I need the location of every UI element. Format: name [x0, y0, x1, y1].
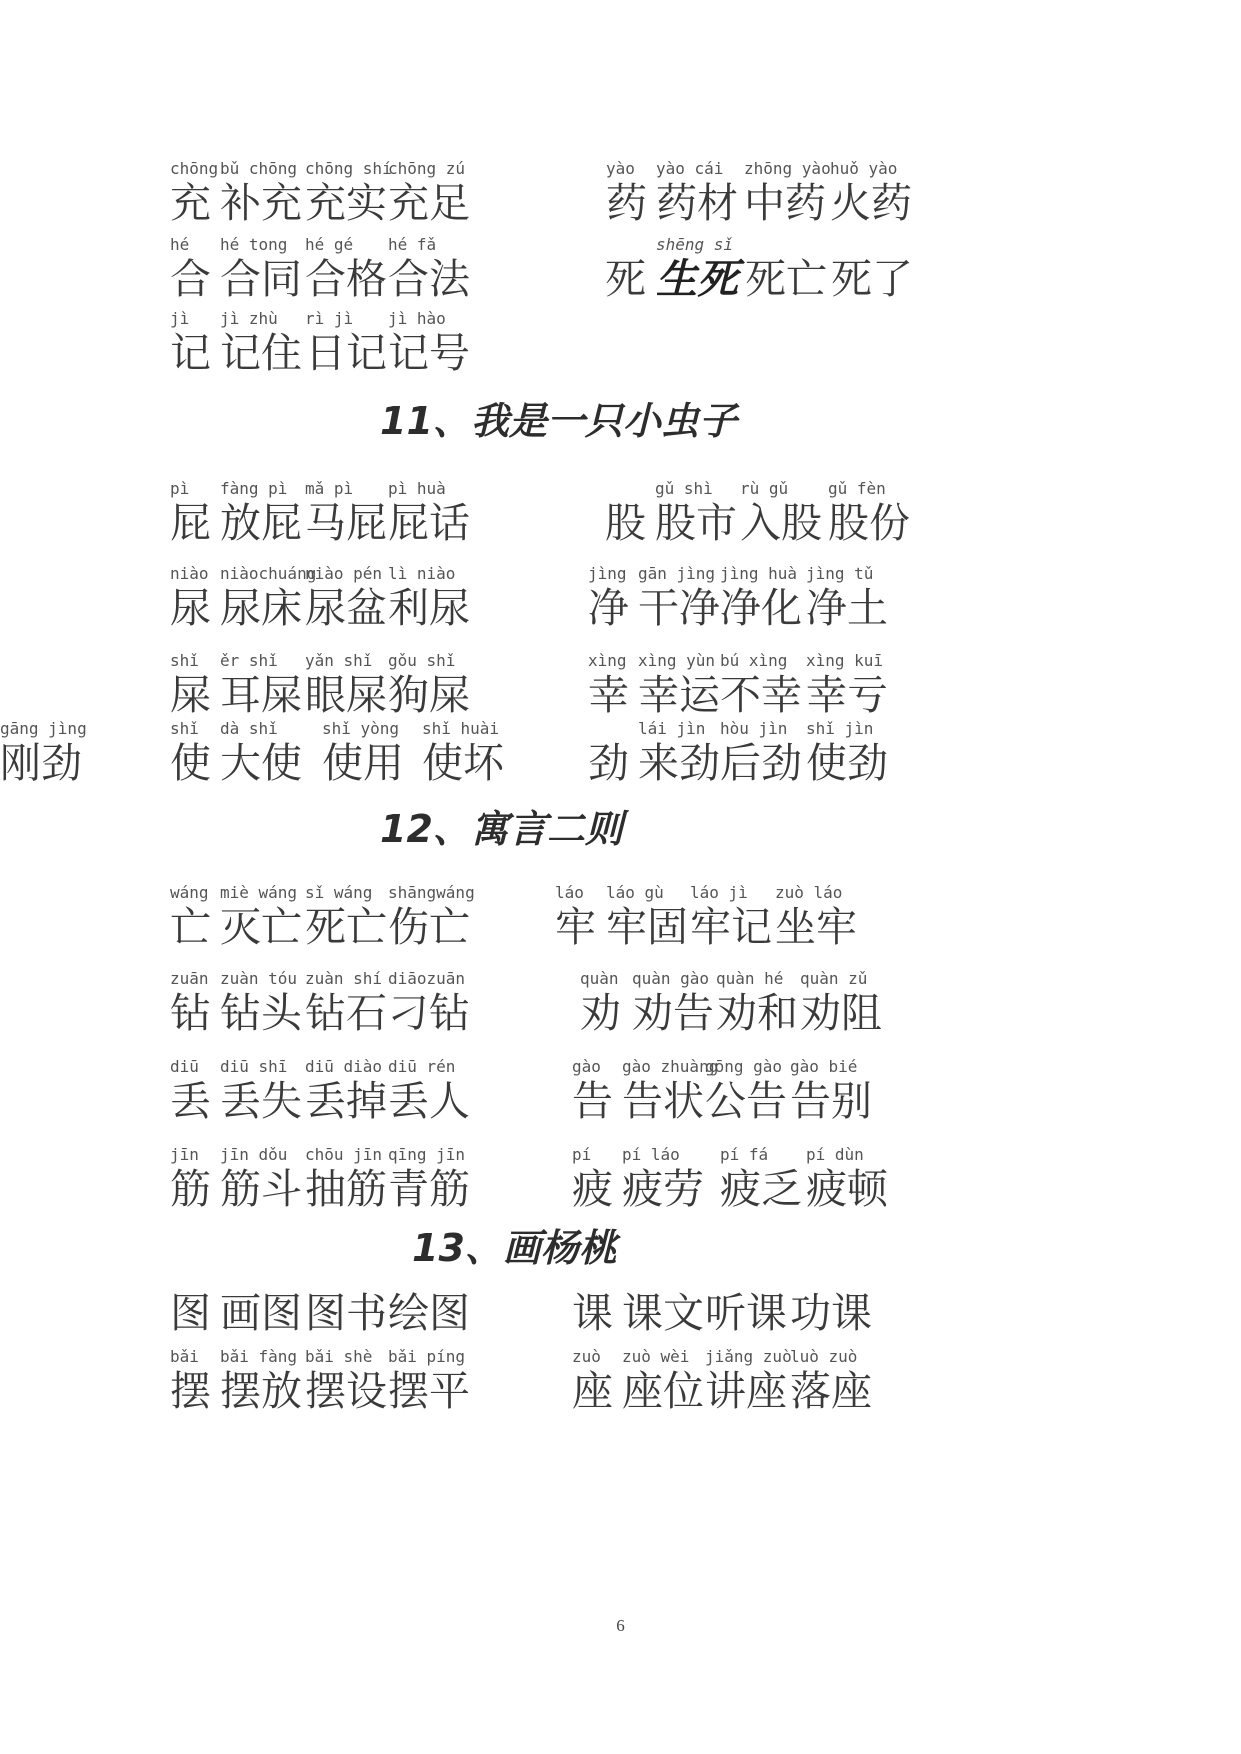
pinyin: zuò wèi	[622, 1347, 690, 1366]
pinyin: gōng gào	[705, 1057, 783, 1076]
pinyin: pì	[170, 479, 190, 498]
hanzi: 筋	[170, 1165, 211, 1213]
pinyin: hé	[170, 235, 190, 254]
hanzi: 摆设	[305, 1367, 387, 1415]
hanzi: 画图	[220, 1289, 302, 1337]
pinyin: rù gǔ	[740, 479, 789, 498]
pinyin: lì niào	[388, 564, 456, 583]
hanzi: 耳屎	[220, 671, 302, 719]
pinyin: pí fá	[720, 1145, 769, 1164]
pinyin: yǎn shǐ	[305, 651, 373, 670]
pinyin: diū shī	[220, 1057, 288, 1076]
hanzi: 使用	[322, 739, 404, 787]
hanzi: 眼屎	[305, 671, 387, 719]
pinyin: shǐ yòng	[322, 719, 400, 738]
pinyin: hé gé	[305, 235, 354, 254]
hanzi: 不幸	[720, 671, 802, 719]
hanzi: 使劲	[806, 739, 888, 787]
hanzi: 牢	[555, 903, 596, 951]
pinyin: gào bié	[790, 1057, 858, 1076]
pinyin: miè wáng	[220, 883, 298, 902]
pinyin: pí dùn	[806, 1145, 864, 1164]
pinyin: diū diào	[305, 1057, 383, 1076]
hanzi: 尿床	[220, 584, 302, 632]
pinyin: sǐ wáng	[305, 883, 373, 902]
pinyin: jì hào	[388, 309, 446, 328]
hanzi: 股	[605, 499, 646, 547]
pinyin: jìng huà	[720, 564, 798, 583]
hanzi: 尿盆	[305, 584, 387, 632]
pinyin: zhōng yào	[744, 159, 831, 178]
hanzi: 丢	[170, 1077, 211, 1125]
hanzi: 摆平	[388, 1367, 470, 1415]
pinyin: jiǎng zuò	[705, 1347, 792, 1366]
pinyin: zuàn shí	[305, 969, 383, 988]
pinyin: jì	[170, 309, 190, 328]
hanzi: 屁	[170, 499, 211, 547]
pinyin: jīn dǒu	[220, 1145, 288, 1164]
hanzi: 告状	[622, 1077, 704, 1125]
hanzi: 图书	[305, 1289, 387, 1337]
hanzi: 刚劲	[0, 739, 82, 787]
hanzi: 亡	[170, 903, 211, 951]
page-number: 6	[616, 1616, 625, 1635]
pinyin: jì zhù	[220, 309, 278, 328]
hanzi: 摆放	[220, 1367, 302, 1415]
hanzi: 告别	[790, 1077, 872, 1125]
pinyin: yào cái	[656, 159, 724, 178]
pinyin: lái jìn	[638, 719, 706, 738]
pinyin: quàn hé	[716, 969, 784, 988]
hanzi: 死亡	[305, 903, 387, 951]
hanzi: 劝告	[632, 989, 714, 1037]
pinyin: diāozuān	[388, 969, 466, 988]
hanzi: 净	[588, 584, 629, 632]
pinyin: dà shǐ	[220, 719, 278, 738]
hanzi: 利尿	[388, 584, 470, 632]
pinyin: mǎ pì	[305, 479, 354, 498]
hanzi: 课	[572, 1289, 613, 1337]
pinyin: láo gù	[606, 883, 664, 902]
pinyin: jìng tǔ	[806, 564, 874, 583]
hanzi: 记	[170, 329, 211, 377]
hanzi: 屎	[170, 671, 211, 719]
pinyin: láo	[555, 883, 584, 902]
hanzi: 充	[170, 179, 211, 227]
hanzi: 劲	[588, 739, 629, 787]
hanzi: 记住	[220, 329, 302, 377]
hanzi: 药	[606, 179, 647, 227]
hanzi: 讲座	[705, 1367, 787, 1415]
hanzi: 净土	[806, 584, 888, 632]
pinyin: luò zuò	[790, 1347, 858, 1366]
pinyin: pì huà	[388, 479, 446, 498]
hanzi: 钻头	[220, 989, 302, 1037]
hanzi: 日记	[305, 329, 387, 377]
hanzi: 使	[170, 739, 211, 787]
hanzi: 生死	[656, 255, 738, 303]
pinyin: shǐ huài	[422, 719, 500, 738]
hanzi: 疲顿	[806, 1165, 888, 1213]
hanzi: 死	[605, 255, 646, 303]
hanzi: 坐牢	[775, 903, 857, 951]
hanzi: 听课	[705, 1289, 787, 1337]
hanzi: 公告	[705, 1077, 787, 1125]
hanzi: 充足	[388, 179, 470, 227]
lesson-title: 13、画杨桃	[412, 1226, 617, 1270]
hanzi: 劝和	[716, 989, 798, 1037]
pinyin: gāng jìng	[0, 719, 87, 738]
pinyin: quàn zǔ	[800, 969, 868, 988]
hanzi: 疲劳	[622, 1165, 704, 1213]
hanzi: 丢掉	[305, 1077, 387, 1125]
hanzi: 药材	[656, 179, 738, 227]
pinyin: niào	[170, 564, 209, 583]
pinyin: chōu jīn	[305, 1145, 383, 1164]
hanzi: 劝	[580, 989, 621, 1037]
hanzi: 座位	[622, 1367, 704, 1415]
pinyin: shǐ jìn	[806, 719, 874, 738]
hanzi: 座	[572, 1367, 613, 1415]
hanzi: 放屁	[220, 499, 302, 547]
pinyin: zuò	[572, 1347, 601, 1366]
pinyin: shǐ	[170, 719, 199, 738]
hanzi: 死了	[831, 255, 913, 303]
pinyin: diū	[170, 1057, 199, 1076]
pinyin: yào	[606, 159, 635, 178]
hanzi: 刁钻	[388, 989, 470, 1037]
hanzi: 记号	[388, 329, 470, 377]
hanzi: 钻石	[305, 989, 387, 1037]
hanzi: 伤亡	[388, 903, 470, 951]
pinyin: jīn	[170, 1145, 199, 1164]
pinyin: shǐ	[170, 651, 199, 670]
pinyin: wáng	[170, 883, 209, 902]
hanzi: 入股	[740, 499, 822, 547]
hanzi: 充实	[305, 179, 387, 227]
pinyin: xìng yùn	[638, 651, 716, 670]
hanzi: 功课	[790, 1289, 872, 1337]
hanzi: 筋斗	[220, 1165, 302, 1213]
pinyin: bǎi fàng	[220, 1347, 298, 1366]
hanzi: 灭亡	[220, 903, 302, 951]
pinyin: gào	[572, 1057, 601, 1076]
pinyin: bǔ chōng	[220, 159, 298, 178]
hanzi: 干净	[638, 584, 720, 632]
hanzi: 大使	[220, 739, 302, 787]
pinyin: hé fǎ	[388, 235, 437, 254]
pinyin: gǔ shì	[655, 479, 713, 498]
pinyin: ěr shǐ	[220, 651, 278, 670]
pinyin: qīng jīn	[388, 1145, 466, 1164]
hanzi: 课文	[622, 1289, 704, 1337]
hanzi: 合法	[388, 255, 470, 303]
pinyin: jìng	[588, 564, 627, 583]
pinyin: quàn	[580, 969, 619, 988]
pinyin: hòu jìn	[720, 719, 788, 738]
pinyin: niàochuáng	[220, 564, 317, 583]
pinyin: bǎi shè	[305, 1347, 373, 1366]
hanzi: 来劲	[638, 739, 720, 787]
hanzi: 幸运	[638, 671, 720, 719]
lesson-title: 11、我是一只小虫子	[380, 399, 737, 443]
hanzi: 告	[572, 1077, 613, 1125]
pinyin: rì jì	[305, 309, 354, 328]
hanzi: 股份	[828, 499, 910, 547]
hanzi: 狗屎	[388, 671, 470, 719]
hanzi: 疲乏	[720, 1165, 802, 1213]
hanzi: 劝阻	[800, 989, 882, 1037]
hanzi: 合同	[220, 255, 302, 303]
pinyin: zuān	[170, 969, 209, 988]
pinyin: xìng	[588, 651, 627, 670]
hanzi: 抽筋	[305, 1165, 387, 1213]
hanzi: 摆	[170, 1367, 211, 1415]
hanzi: 牢固	[606, 903, 688, 951]
hanzi: 丢人	[388, 1077, 470, 1125]
hanzi: 使坏	[422, 739, 504, 787]
hanzi: 钻	[170, 989, 211, 1037]
pinyin: pí láo	[622, 1145, 680, 1164]
hanzi: 死亡	[745, 255, 827, 303]
pinyin: gān jìng	[638, 564, 716, 583]
pinyin: chōng zú	[388, 159, 466, 178]
pinyin: gǔ fèn	[828, 479, 886, 498]
hanzi: 股市	[655, 499, 737, 547]
hanzi: 绘图	[388, 1289, 470, 1337]
hanzi: 火药	[830, 179, 912, 227]
hanzi: 牢记	[690, 903, 772, 951]
pinyin: diū rén	[388, 1057, 456, 1076]
hanzi: 幸亏	[806, 671, 888, 719]
pinyin: hé tong	[220, 235, 288, 254]
pinyin: shēng sǐ	[656, 235, 734, 254]
pinyin: chōng shí	[305, 159, 392, 178]
pinyin: fàng pì	[220, 479, 288, 498]
hanzi: 青筋	[388, 1165, 470, 1213]
pinyin: xìng kuī	[806, 651, 884, 670]
hanzi: 马屁	[305, 499, 387, 547]
hanzi: 后劲	[720, 739, 802, 787]
pinyin: zuàn tóu	[220, 969, 298, 988]
hanzi: 落座	[790, 1367, 872, 1415]
hanzi: 合	[170, 255, 211, 303]
pinyin: bǎi píng	[388, 1347, 466, 1366]
pinyin: gǒu shǐ	[388, 651, 456, 670]
hanzi: 合格	[305, 255, 387, 303]
hanzi: 尿	[170, 584, 211, 632]
pinyin: huǒ yào	[830, 159, 898, 178]
hanzi: 图	[170, 1289, 211, 1337]
pinyin: zuò láo	[775, 883, 843, 902]
pinyin: pí	[572, 1145, 592, 1164]
pinyin: niào pén	[305, 564, 383, 583]
pinyin: bǎi	[170, 1347, 199, 1366]
pinyin: chōng	[170, 159, 219, 178]
hanzi: 疲	[572, 1165, 613, 1213]
hanzi: 屁话	[388, 499, 470, 547]
hanzi: 中药	[744, 179, 826, 227]
pinyin: bú xìng	[720, 651, 788, 670]
pinyin: láo jì	[690, 883, 748, 902]
lesson-title: 12、寓言二则	[380, 807, 623, 851]
pinyin: gào zhuàng	[622, 1057, 719, 1076]
pinyin: quàn gào	[632, 969, 710, 988]
hanzi: 净化	[720, 584, 802, 632]
hanzi: 丢失	[220, 1077, 302, 1125]
pinyin: shāngwáng	[388, 883, 475, 902]
hanzi: 幸	[588, 671, 629, 719]
hanzi: 补充	[220, 179, 302, 227]
